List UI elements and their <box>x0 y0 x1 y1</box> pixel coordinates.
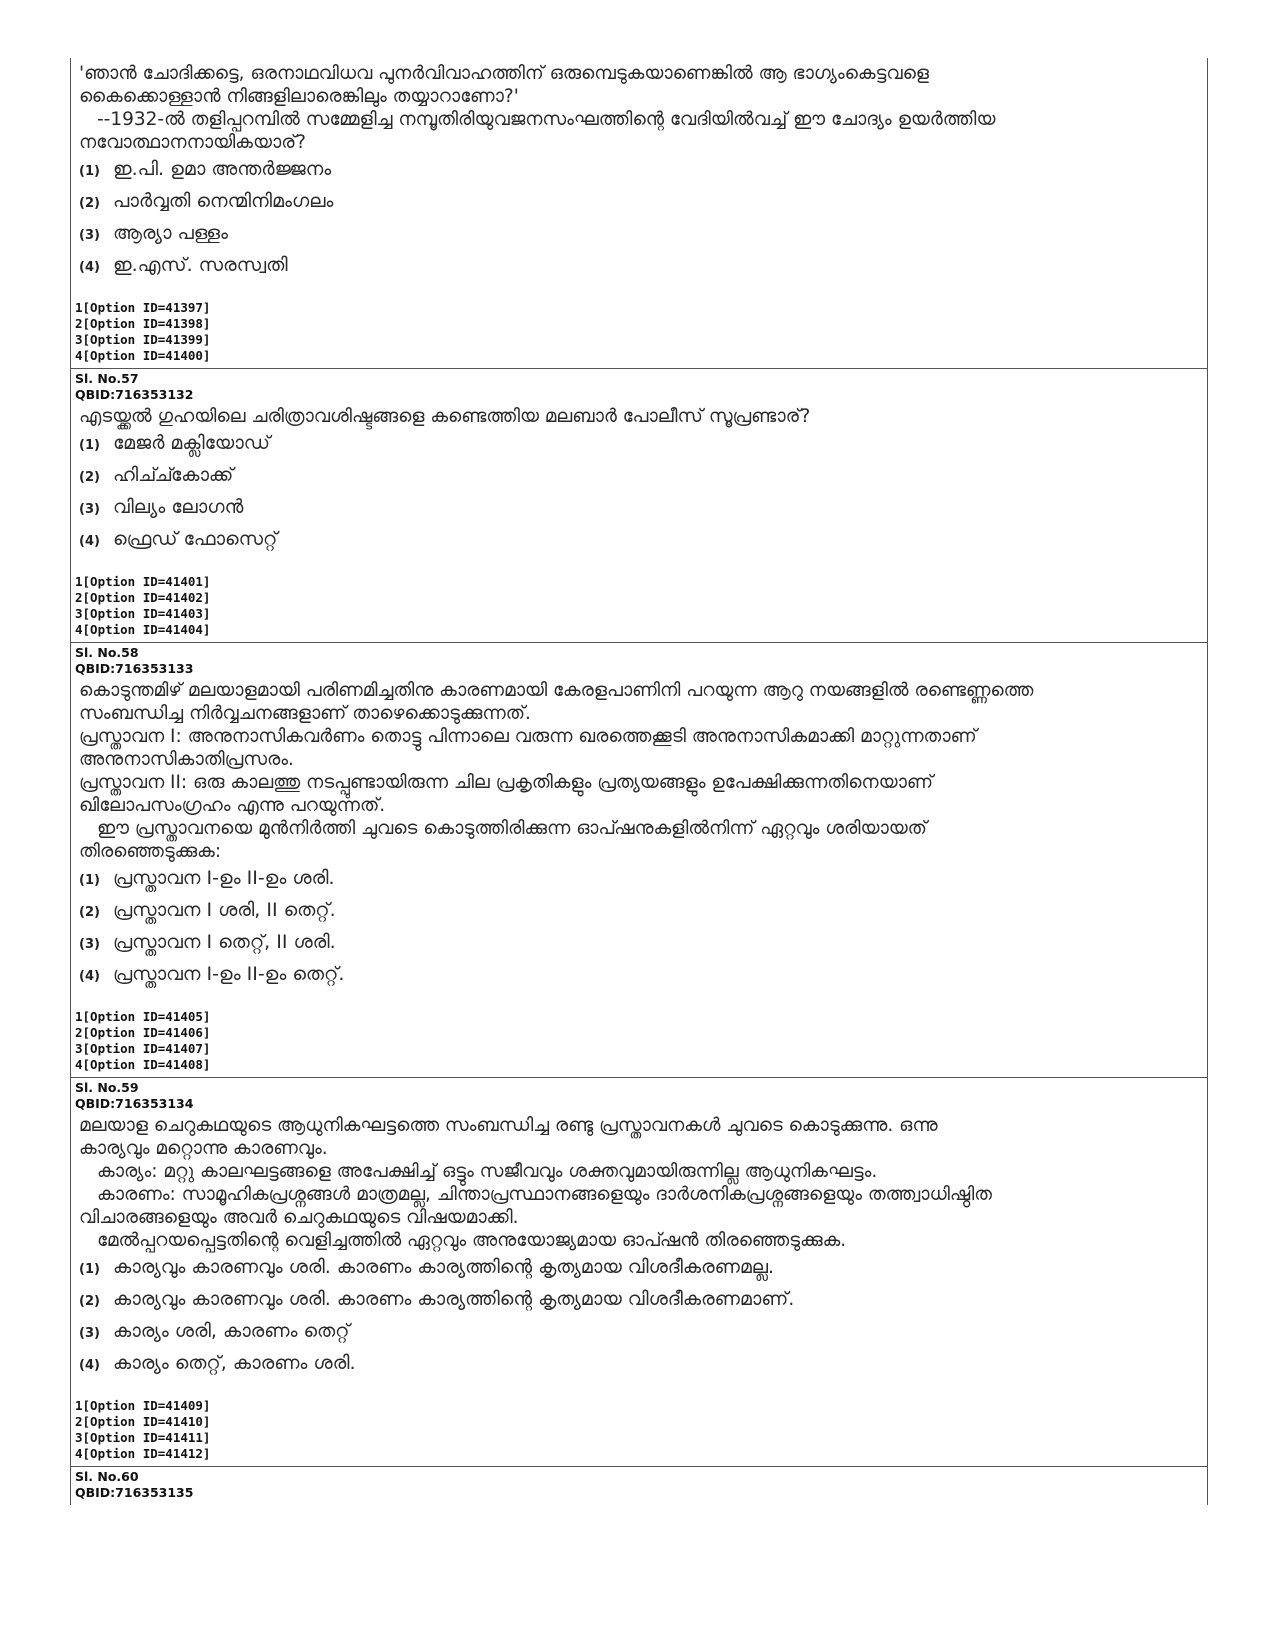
question-text <box>79 62 1203 154</box>
option-4 <box>79 963 1203 995</box>
question-block-57 <box>71 369 1207 643</box>
option-id: 4[Option ID=41412] <box>75 1446 211 1461</box>
question-block-58 <box>71 643 1207 1078</box>
option-4 <box>79 254 1203 286</box>
option-text: പാർവ്വതി നെന്മിനിമംഗലം <box>113 190 334 212</box>
option-text: പ്രസ്താവന I തെറ്റ്, II ശരി. <box>113 931 336 953</box>
option-id-list <box>75 574 1203 638</box>
question-line: നവോത്ഥാനനായികയാര്? <box>79 132 306 153</box>
qbid: QBID:716353134 <box>75 1096 194 1111</box>
option-number: (2) <box>79 470 100 485</box>
qbid: QBID:716353135 <box>75 1485 194 1500</box>
option-1 <box>79 867 1203 899</box>
option-text: പ്രസ്താവന I-ഉം II-ഉം തെറ്റ്. <box>113 963 345 985</box>
question-line: വിചാരങ്ങളെയും അവർ ചെറുകഥയുടെ വിഷയമാക്കി. <box>79 1207 519 1228</box>
question-line: അനുനാസികാതിപ്രസരം. <box>79 749 294 770</box>
option-text: ആര്യാ പള്ളം <box>113 222 228 244</box>
option-id: 3[Option ID=41411] <box>75 1430 211 1445</box>
question-line: പ്രസ്താവന II: ഒരു കാലത്തു നടപ്പുണ്ടായിരുന്ന ചില പ്രകൃതികളും പ്രത്യയങ്ങളും ഉപേക്ഷിക്കുന്നതിനെയാണ് <box>79 772 934 793</box>
option-text: കാര്യവും കാരണവും ശരി. കാരണം കാര്യത്തിന്റെ കൃത്യമായ വിശദീകരണമല്ല. <box>113 1256 775 1278</box>
serial-number: Sl. No.57 <box>75 371 139 386</box>
question-block-60 <box>71 1467 1207 1505</box>
question-block-59 <box>71 1078 1207 1467</box>
question-line: ഈ പ്രസ്താവനയെ മുൻനിർത്തി ചുവടെ കൊടുത്തിരിക്കുന്ന ഓപ്ഷനുകളിൽനിന്ന് ഏറ്റവും ശരിയായത് <box>97 818 927 839</box>
option-number: (4) <box>79 534 100 549</box>
option-number: (1) <box>79 164 100 179</box>
option-number: (4) <box>79 1358 100 1373</box>
option-2 <box>79 1288 1203 1320</box>
option-text: മേജർ മക്ലിയോഡ് <box>113 432 271 454</box>
question-line: തിരഞ്ഞെടുക്കുക: <box>79 841 222 862</box>
option-3 <box>79 1320 1203 1352</box>
option-number: (3) <box>79 937 100 952</box>
option-text: വില്യം ലോഗൻ <box>113 496 244 518</box>
option-text: പ്രസ്താവന I-ഉം II-ഉം ശരി. <box>113 867 335 889</box>
option-3 <box>79 222 1203 254</box>
option-text: ഇ.പി. ഉമാ അന്തർജ്ജനം <box>113 158 332 180</box>
question-text <box>79 405 1203 428</box>
option-number: (2) <box>79 196 100 211</box>
option-number: (2) <box>79 905 100 920</box>
option-number: (1) <box>79 438 100 453</box>
option-id: 2[Option ID=41402] <box>75 590 211 605</box>
option-id-list <box>75 1398 1203 1462</box>
option-list <box>79 867 1203 995</box>
option-id: 3[Option ID=41399] <box>75 332 211 347</box>
option-text: ഫ്രെഡ് ഫോസെറ്റ് <box>113 528 278 550</box>
option-1 <box>79 158 1203 190</box>
question-line: പ്രസ്താവന I: അനുനാസികവർണം തൊട്ടു പിന്നാലെ വരുന്ന ഖരത്തെക്കൂടി അനുനാസികമാക്കി മാറ്റുന്നതാണ് <box>79 726 977 747</box>
option-2 <box>79 464 1203 496</box>
option-3 <box>79 931 1203 963</box>
option-number: (2) <box>79 1294 100 1309</box>
option-4 <box>79 528 1203 560</box>
option-id-list <box>75 300 1203 364</box>
option-number: (3) <box>79 228 100 243</box>
question-line: മേൽപ്പറയപ്പെട്ടതിന്റെ വെളിച്ചത്തിൽ ഏറ്റവും അനുയോജ്യമായ ഓപ്ഷൻ തിരഞ്ഞെടുക്കുക. <box>97 1230 847 1251</box>
option-id: 1[Option ID=41397] <box>75 300 211 315</box>
option-1 <box>79 1256 1203 1288</box>
option-2 <box>79 899 1203 931</box>
option-2 <box>79 190 1203 222</box>
qbid: QBID:716353133 <box>75 661 194 676</box>
option-id: 4[Option ID=41404] <box>75 622 211 637</box>
serial-number: Sl. No.60 <box>75 1469 139 1484</box>
option-text: പ്രസ്താവന I ശരി, II തെറ്റ്. <box>113 899 336 921</box>
option-id: 3[Option ID=41407] <box>75 1041 211 1056</box>
option-list <box>79 1256 1203 1384</box>
option-list <box>79 432 1203 560</box>
option-id: 2[Option ID=41398] <box>75 316 211 331</box>
serial-number: Sl. No.59 <box>75 1080 139 1095</box>
option-number: (4) <box>79 260 100 275</box>
option-id: 3[Option ID=41403] <box>75 606 211 621</box>
question-line: എടയ്ക്കൽ ഗുഹയിലെ ചരിത്രാവശിഷ്ടങ്ങളെ കണ്ടെത്തിയ മലബാർ പോലീസ് സൂപ്രണ്ടാര്? <box>79 406 811 427</box>
option-number: (1) <box>79 873 100 888</box>
option-id: 2[Option ID=41410] <box>75 1414 211 1429</box>
option-id: 1[Option ID=41401] <box>75 574 211 589</box>
question-text <box>79 1114 1203 1252</box>
option-text: ഹിച്ച്കോക്ക് <box>113 464 234 486</box>
option-text: കാര്യം ശരി, കാരണം തെറ്റ് <box>113 1320 350 1342</box>
question-line: കൈക്കൊള്ളാൻ നിങ്ങളിലാരെങ്കിലും തയ്യാറാണോ?' <box>79 86 519 107</box>
question-sheet <box>70 58 1208 1505</box>
question-line: 'ഞാൻ ചോദിക്കട്ടെ, ഒരനാഥവിധവ പുനർവിവാഹത്തിന് ഒരുമ്പെടുകയാണെങ്കിൽ ആ ഭാഗ്യംകെട്ടവളെ <box>79 63 929 84</box>
question-line: സംബന്ധിച്ച നിർവ്വചനങ്ങളാണ് താഴെക്കൊടുക്കുന്നത്. <box>79 703 531 724</box>
option-number: (1) <box>79 1262 100 1277</box>
option-text: ഇ.എസ്. സരസ്വതി <box>113 254 288 276</box>
question-line: കൊടുന്തമിഴ് മലയാളമായി പരിണമിച്ചതിനു കാരണമായി കേരളപാണിനി പറയുന്ന ആറു നയങ്ങളിൽ രണ്ടെണ്ണത്തെ <box>79 680 1034 701</box>
question-line: കാര്യവും മറ്റൊന്നു കാരണവും. <box>79 1138 328 1159</box>
question-line: കാര്യം: മറ്റു കാലഘട്ടങ്ങളെ അപേക്ഷിച്ച് ഒട്ടും സജീവവും ശക്തവുമായിരുന്നില്ല ആധുനികഘട്ടം. <box>97 1161 878 1182</box>
option-id: 2[Option ID=41406] <box>75 1025 211 1040</box>
option-id-list <box>75 1009 1203 1073</box>
option-3 <box>79 496 1203 528</box>
option-text: കാര്യം തെറ്റ്, കാരണം ശരി. <box>113 1352 356 1374</box>
option-id: 1[Option ID=41405] <box>75 1009 211 1024</box>
option-number: (3) <box>79 1326 100 1341</box>
option-id: 1[Option ID=41409] <box>75 1398 211 1413</box>
option-id: 4[Option ID=41400] <box>75 348 211 363</box>
question-line: --1932-ൽ തളിപ്പറമ്പിൽ സമ്മേളിച്ച നമ്പൂതിരിയുവജനസംഘത്തിന്റെ വേദിയിൽവച്ച് ഈ ചോദ്യം ഉയർത്തിയ <box>97 109 996 130</box>
qbid: QBID:716353132 <box>75 387 194 402</box>
option-list <box>79 158 1203 286</box>
question-block-56 <box>71 58 1207 369</box>
question-line: കാരണം: സാമൂഹികപ്രശ്നങ്ങൾ മാത്രമല്ല, ചിന്താപ്രസ്ഥാനങ്ങളെയും ദാർശനികപ്രശ്നങ്ങളെയും തത്ത്വാധിഷ്ഠിത <box>97 1184 992 1205</box>
question-text <box>79 679 1203 863</box>
option-4 <box>79 1352 1203 1384</box>
option-1 <box>79 432 1203 464</box>
option-text: കാര്യവും കാരണവും ശരി. കാരണം കാര്യത്തിന്റെ കൃത്യമായ വിശദീകരണമാണ്. <box>113 1288 795 1310</box>
question-line: ഖിലോപസംഗ്രഹം എന്നു പറയുന്നത്. <box>79 795 386 816</box>
option-number: (3) <box>79 502 100 517</box>
question-line: മലയാള ചെറുകഥയുടെ ആധുനികഘട്ടത്തെ സംബന്ധിച്ച രണ്ടു പ്രസ്താവനകൾ ചുവടെ കൊടുക്കുന്നു. ഒന്നു <box>79 1115 938 1136</box>
option-number: (4) <box>79 969 100 984</box>
option-id: 4[Option ID=41408] <box>75 1057 211 1072</box>
serial-number: Sl. No.58 <box>75 645 139 660</box>
